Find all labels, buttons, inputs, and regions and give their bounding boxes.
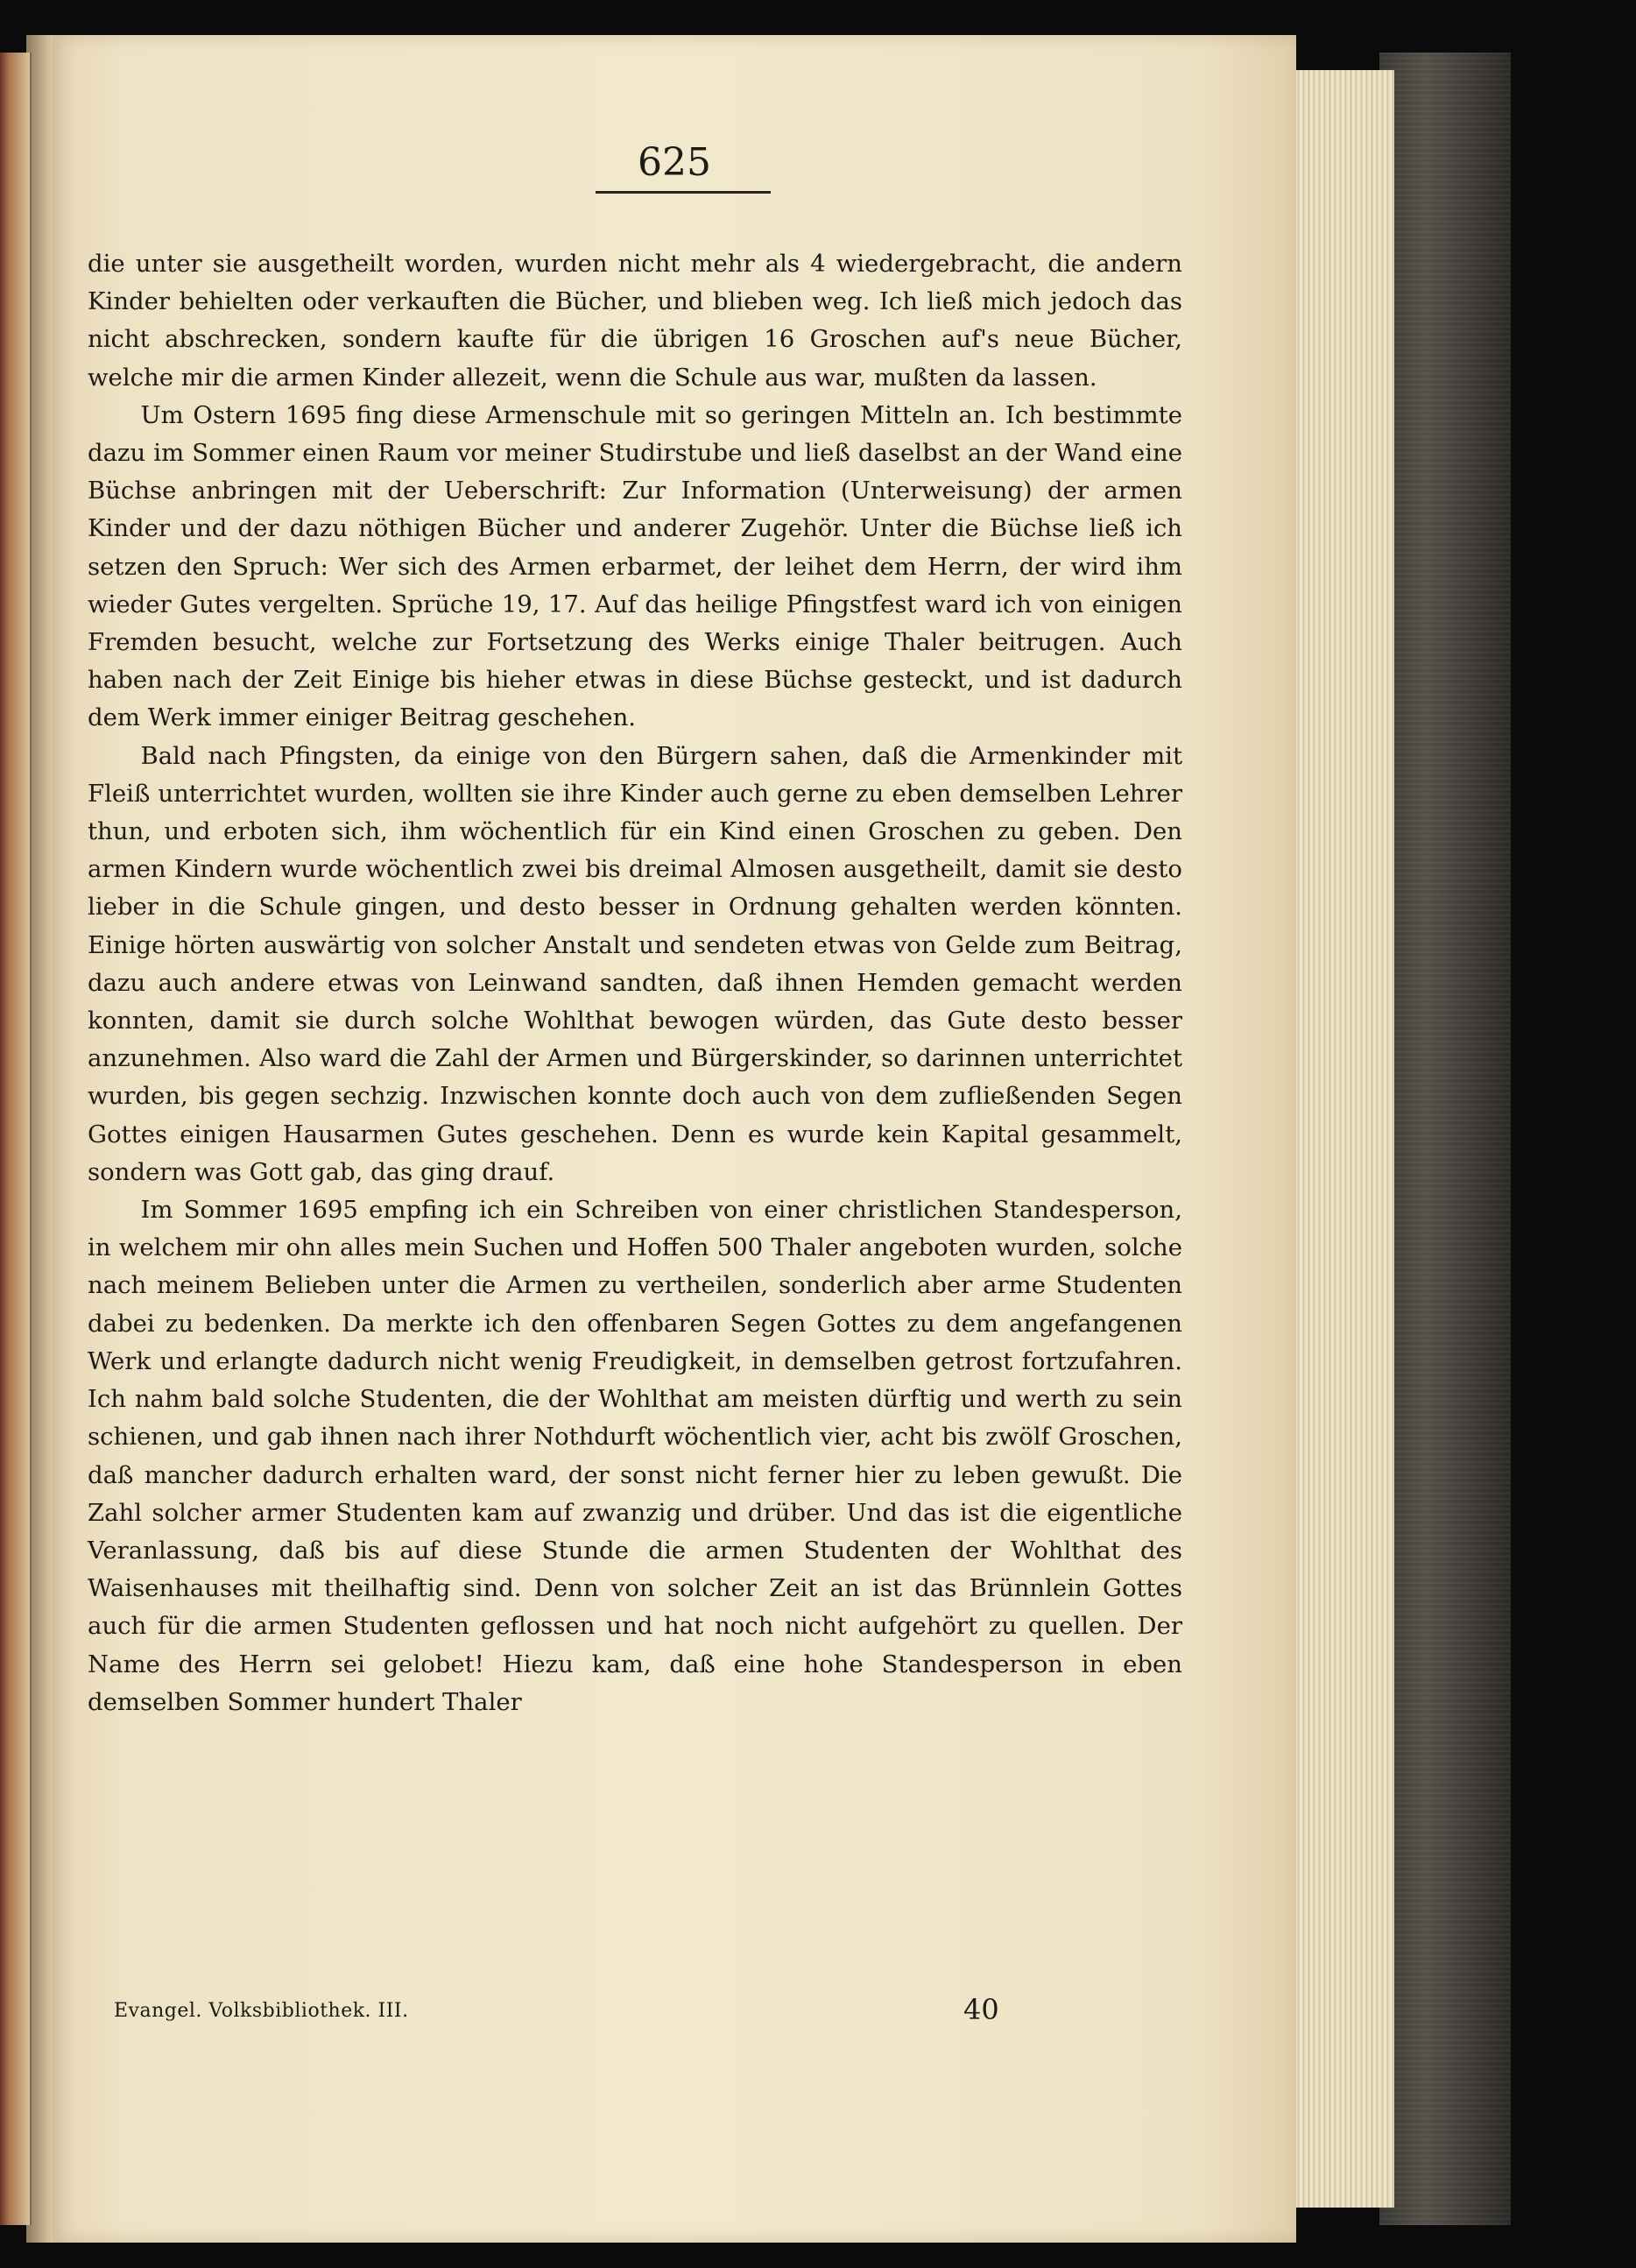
signature-mark: 40 [963, 1993, 999, 2026]
footer-series-title: Evangel. Volksbibliothek. III. [114, 2000, 409, 2022]
paragraph: Im Sommer 1695 empfing ich ein Schreiben von einer christlichen Standesperson, in welchem mir ohn alles mein Suchen und Hoffen 500 Thaler angeboten wurden, solche nach meinem Belieben unter die Armen zu vertheilen, sonderlich aber arme Studenten dabei zu bedenken. Da merkte ich den offenbaren Segen Gottes zu dem angefangenen Werk und erlangte dadurch nicht wenig Freudigkeit, in demselben getrost fortzufahren. Ich nahm bald solche Studenten, die der Wohlthat am meisten dürftig und werth zu sein schienen, und gab ihnen nach ihrer Nothdurft wöchentlich vier, acht bis zwölf Groschen, daß mancher dadurch erhalten ward, der sonst nicht ferner hier zu leben gewußt. Die Zahl solcher armer Studenten kam auf zwanzig und drüber. Und das ist die eigentliche Veranlassung, daß bis auf diese Stunde die armen Studenten der Wohlthat des Waisenhauses mit theilhaftig sind. Denn von solcher Zeit an ist das Brünnlein Gottes auch für die armen Studenten geflossen und hat noch nicht aufgehört zu quellen. Der Name des Herrn sei gelobet! Hiezu kam, daß eine hohe Standesperson in eben demselben Sommer hundert Thaler [88, 1196, 1182, 1716]
page-number: 625 [638, 140, 711, 185]
paragraph: Bald nach Pfingsten, da einige von den Bürgern sahen, daß die Armenkinder mit Fleiß unterrichtet wurden, wollten sie ihre Kinder auch gerne zu eben demselben Lehrer thun, und erboten sich, ihm wöchentlich für ein Kind einen Groschen zu geben. Den armen Kindern wurde wöchentlich zwei bis dreimal Almosen ausgetheilt, damit sie desto lieber in die Schule gingen, und desto besser in Ordnung gehalten werden könnten. Einige hörten auswärtig von solcher Anstalt und sendeten etwas von Gelde zum Beitrag, dazu auch andere etwas von Leinwand sandten, daß ihnen Hemden gemacht werden konnten, damit sie durch solche Wohlthat bewogen würden, das Gute desto besser anzunehmen. Also ward die Zahl der Armen und Bürgerskinder, so darinnen unterrichtet wurden, bis gegen sechzig. Inzwischen konnte doch auch von dem zufließenden Segen Gottes einigen Hausarmen Gutes geschehen. Denn es wurde kein Kapital gesammelt, sondern was Gott gab, das ging drauf. [88, 741, 1182, 1186]
paragraph: Um Ostern 1695 fing diese Armenschule mit so geringen Mitteln an. Ich bestimmte dazu im Sommer einen Raum vor meiner Studirstube und ließ daselbst an der Wand eine Büchse anbringen mit der Ueberschrift: Zur Information (Unterweisung) der armen Kinder und der dazu nöthigen Bücher und anderer Zugehör. Unter die Büchse ließ ich setzen den Spruch: Wer sich des Armen erbarmet, der leihet dem Herrn, der wird ihm wieder Gutes vergelten. Sprüche 19, 17. Auf das heilige Pfingstfest ward ich von einigen Fremden besucht, welche zur Fortsetzung des Werks einige Thaler beitrugen. Auch haben nach der Zeit Einige bis hieher etwas in diese Büchse gesteckt, und ist dadurch dem Werk immer einiger Beitrag geschehen. [88, 400, 1182, 732]
book-page [53, 35, 1296, 2243]
paragraph-continuation: die unter sie ausgetheilt worden, wurden nicht mehr als 4 wiedergebracht, die andern Kinder behielten oder verkauften die Bücher, und blieben weg. Ich ließ mich jedoch das nicht abschrecken, sondern kaufte für die übrigen 16 Groschen auf's neue Bücher, welche mir die armen Kinder allezeit, wenn die Schule aus war, mußten da lassen. [88, 250, 1182, 392]
page-number-rule [596, 191, 771, 194]
page-stack-edges [1287, 70, 1394, 2208]
page-text-body [88, 245, 1182, 1721]
left-page-edge [0, 53, 32, 2225]
book-cover-texture [1379, 53, 1511, 2225]
